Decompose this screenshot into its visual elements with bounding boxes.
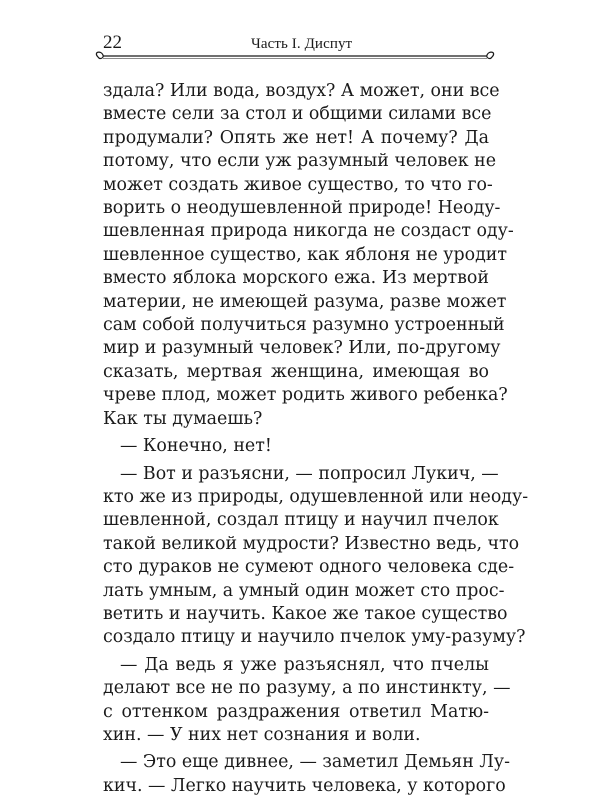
text-line: сто дураков не сумеют одного человека сде- — [103, 557, 515, 578]
text-line: чреве плод, может родить живого ребенка? — [103, 385, 508, 406]
text-line: создало птицу и научило пчелок уму-разуму? — [103, 627, 526, 648]
text-line: потому, что если уж разумный человек не — [103, 151, 497, 172]
text-line: ветить и научить. Какое же такое существо — [103, 603, 508, 624]
text-line: кич. — Легко научить человека, у которого — [103, 775, 506, 796]
text-line: здала? Или вода, воздух? А может, они все — [103, 81, 500, 101]
paragraph — [103, 751, 510, 798]
text-line: мир и разумный человек? Или, по-другому — [103, 338, 501, 359]
text-line: Как ты думаешь? — [103, 408, 263, 429]
text-line: шевленной, создал птицу и научил пчелок — [103, 510, 499, 531]
page-number: 22 — [103, 32, 122, 53]
text-line: — Конечно, нет! — [120, 436, 272, 457]
paragraph — [103, 80, 514, 431]
text-line: делают все не по разуму, а по инстинкту, — — [103, 678, 511, 699]
text-line: сказать, мертвая женщина, имеющая во — [103, 361, 489, 382]
text-line: вместо яблока морского ежа. Из мертвой — [103, 268, 489, 289]
text-line: материи, не имеющей разума, разве может — [103, 291, 507, 312]
paragraph — [103, 654, 511, 748]
text-line: лать умным, а умный один может сто прос- — [103, 580, 505, 601]
text-line: сам собой получиться разумно устроенный — [103, 315, 505, 336]
body-text — [103, 80, 529, 798]
text-line: — Вот и разъясни, — попросил Лукич, — — [120, 463, 499, 484]
text-line: вместе сели за стол и общими силами все — [103, 104, 492, 125]
text-line: — Да ведь я уже разъяснял, что пчелы — [120, 654, 489, 675]
running-title: Часть I. Диспут — [251, 36, 353, 52]
text-line: продумали? Опять же нет! А почему? Да — [103, 127, 489, 148]
paragraph — [103, 463, 529, 650]
text-line: — Это еще дивнее, — заметил Демьян Лу- — [120, 752, 510, 773]
text-line: шевленное существо, как яблоня не уродит — [103, 244, 508, 265]
ornamental-rule — [92, 50, 498, 64]
text-line: может создать живое существо, то что го- — [103, 174, 493, 195]
text-line: шевленная природа никогда не создаст оду- — [103, 221, 514, 242]
text-line: с оттенком раздражения ответил Матю- — [103, 701, 489, 722]
text-line: хин. — У них нет сознания и воли. — [103, 724, 421, 745]
text-line: кто же из природы, одушевленной или неоду- — [103, 486, 529, 507]
paragraph — [103, 435, 489, 458]
text-line: ворить о неодушевленной природе! Неоду- — [103, 198, 501, 219]
text-line: такой великой мудрости? Известно ведь, что — [103, 533, 520, 554]
